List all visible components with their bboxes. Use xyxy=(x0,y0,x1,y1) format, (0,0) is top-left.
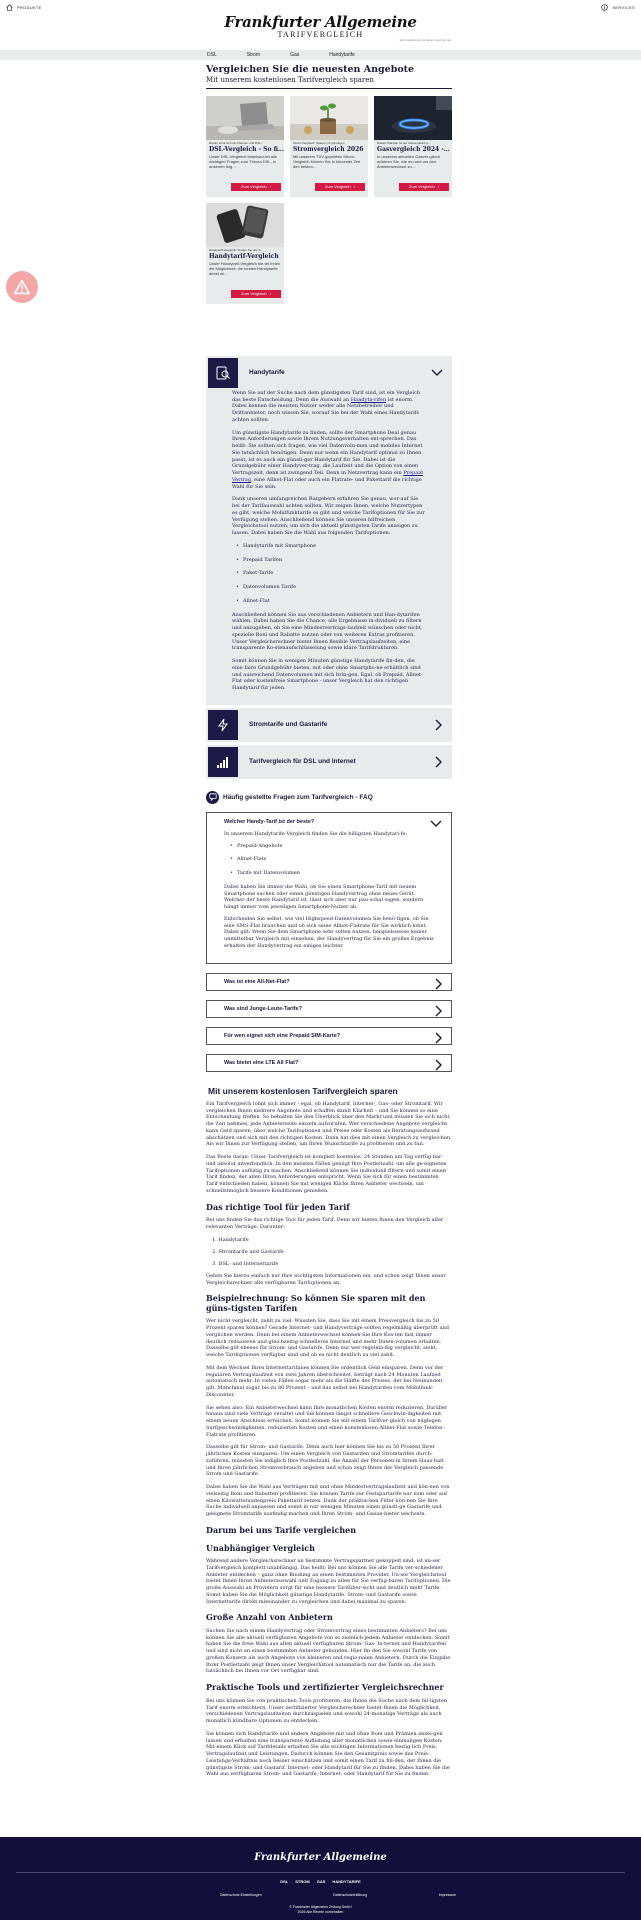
list-item: • Allnet-Flat xyxy=(236,598,426,605)
card-handy[interactable] xyxy=(206,203,284,304)
accordion-handytarife xyxy=(206,356,452,705)
arrow-right-icon: › xyxy=(269,184,271,190)
article-heading: Große Anzahl von Anbietern xyxy=(206,1612,333,1623)
brand-logo[interactable] xyxy=(0,13,641,39)
compare-button-label: Zum Vergleich xyxy=(241,184,267,190)
card-gas[interactable] xyxy=(374,96,452,197)
card-pre: Diesen Klarsten Ist der Gasvergleich g… xyxy=(377,140,432,145)
phone-search-icon xyxy=(208,358,238,388)
article-paragraph: Bei uns finden Sie das richtige Tool für jeden Tarif. Denn wir bieten Ihnen den Vergleich aller relevanten Verträge. Darunter: xyxy=(206,1217,444,1230)
faq-p1: Dabei haben Sie immer die Wahl, ob Sie einen Smartphone-Tarif mit neuem Smartphone suchen oder einen günstigen Handyvertrag ohne neues Gerät. Welcher der beste Handytarif ist, lässt sich aber nur pau-schal sagen, sondern hängt immer vom jeweiligen Smartphone-Nutzer ab. xyxy=(224,883,424,911)
top-bar xyxy=(0,0,641,48)
article-paragraph: Geben Sie hierzu einfach nur Ihre wichtigsten Informationen ein, und schon zeigt Ihnen unser Vergleichsrechner alle verfügbaren Tarifoptionen an. xyxy=(206,1272,446,1286)
card-title: Gasvergleich 2024 -… xyxy=(377,145,450,153)
chevron-right-icon xyxy=(433,978,443,990)
main-nav xyxy=(0,50,641,60)
handytarife-link[interactable]: Handyta-rifen xyxy=(350,396,387,403)
chevron-up-icon[interactable] xyxy=(430,818,442,828)
article-paragraph: Bei uns können Sie von praktischen Tools profitieren, die Ihnen die Suche nach dem bil-ligsten Tarif enorm erleichtern. Unser zertifizierter Vergleichsrechner bietet Ihnen die Möglichkeit, verschiedenen Vertragslaufzeiten durchzuspielen und sowohl 24-monatige Verträge als auch monatlich kündbare Optionen zu entdecken. xyxy=(206,1697,448,1725)
products-menu[interactable] xyxy=(6,4,42,11)
privacy-policy-link[interactable]: Datenschutzerklärung xyxy=(333,1893,368,1897)
nav-item-dsl[interactable]: DSL xyxy=(207,52,217,58)
products-label: PRODUKTE xyxy=(17,5,42,10)
footer-nav-handytarife[interactable]: HANDYTARIFE xyxy=(332,1879,361,1884)
card-image-flame xyxy=(374,96,452,140)
card-title: DSL-Vergleich - So fi… xyxy=(209,145,284,153)
article-heading: Beispielrechnung: So können Sie sparen mit den güns-tigsten Tarifen xyxy=(206,1293,426,1313)
faq-title: Häufig gestellte Fragen zum Tarifvergleich - FAQ xyxy=(223,793,373,801)
copyright-line: 2026 Alle Rechte vorbehalten xyxy=(297,1909,344,1914)
handy-p1b: ist enorm. Dabei kennen die meisten Nutzer weder alle Netzbetreiber und Drittanbieter, noch wissen Sie, worauf Sie bei der Wahl eines Handytarifs achten sollten. xyxy=(232,396,420,423)
copyright xyxy=(0,1905,641,1915)
warning-badge[interactable] xyxy=(6,271,38,303)
article-paragraph: Dasselbe gilt für Strom- und Gastarife. Denn auch hier können Sie bis zu 50 Prozent Ihrer jährlichen Kosten einsparen. Um einen Vergleich von Gastarifen und Stromtarifen durch-zuführen, müssten Sie lediglich Ihre Postleitzahl, die Anzahl der Personen in Ihrem Haus-halt und Ihren jährlichen Stromverbrauch angeben und schon zeigt Ihnen der Vergleich passende Strom und Gastarife. xyxy=(206,1444,444,1478)
accordion-title: Tarifvergleich für DSL und Internet xyxy=(249,758,356,766)
faq-question: Für wen eignet sich eine Prepaid SIM-Karte? xyxy=(224,1032,341,1039)
accordion-strom-gas[interactable] xyxy=(206,708,452,742)
info-icon xyxy=(601,4,608,11)
faq-item[interactable] xyxy=(206,973,452,991)
compare-button[interactable] xyxy=(231,290,281,298)
lightning-icon xyxy=(208,710,238,740)
arrow-right-icon: › xyxy=(269,291,271,297)
chevron-right-icon xyxy=(433,756,443,768)
article-heading: Mit unserem kostenlosen Tarifvergleich sparen xyxy=(208,1085,398,1096)
article-paragraph: Mit dem Wechsel Ihres Internettarifanes können Sie ordentlich Geld einsparen. Denn vor der regulären Vertragslaufzeit von zwei Jahren überschreitet, beträgt nach 24 Monaten Laufzeit automatisch mehr. In vielen Fällen sogar mehr als die Hälfte des Preises, der bei Neukunden gilt. Manchmal sogar bis zu 80 Prozent – und das selbst bei Handytarifen vom Mobilfunk-Discounter. xyxy=(206,1364,444,1398)
article xyxy=(206,1086,452,1778)
card-title: Stromvergleich 2026 xyxy=(293,145,364,153)
nav-item-strom[interactable]: Strom xyxy=(246,52,261,58)
faq-answer xyxy=(224,831,434,950)
arrow-right-icon: › xyxy=(353,184,355,190)
hero-title: Vergleichen Sie die neuesten Angebote xyxy=(206,64,415,75)
list-item: • Prepaid-Angebote xyxy=(230,843,434,850)
list-item: • Datenvolumen Tarife xyxy=(236,584,426,591)
article-heading: Darum bei uns Tarife vergleichen xyxy=(206,1524,357,1535)
card-desc: Mit unserem TÜV-geprüften Strom-Vergleich können Sie in kürzester Zeit den besten… xyxy=(293,154,361,170)
footer-nav-gas[interactable]: GAS xyxy=(316,1879,326,1884)
compare-button-label: Zum Vergleich xyxy=(241,291,267,297)
copyright-line: © Frankfurter Allgemeine Zeitung GmbH xyxy=(289,1905,352,1909)
list-item: • Prepaid Tarifen xyxy=(236,557,426,564)
handy-p5: Somit können Sie in wenigen Minuten günstige Handytarife fin-den, die eine faire Grundgebühr bieten, mit oder ohne Smartpho-ne erhältlich sind und ausreichend Datenvolumen mit sich brin-gen. Egal, ob Prepaid, Allnet-Flat oder kostenfreie Smartphone - unser Vergleich hat den richtigen Handytarif für jeden. xyxy=(232,658,423,692)
compare-button-label: Zum Vergleich xyxy=(409,184,435,190)
footer-nav xyxy=(0,1879,641,1884)
article-paragraph: Ein Tarifvergleich lohnt sich immer - egal, ob Handytarif, Internet-, Gas- oder Stromtarif. Wir vergleichen Ihnen mehrere Angebote und schaffen damit Klarheit – und Sie können so eine Entscheidung treffen. So behalten Sie den Überblick über den Markt und müssen Sie sich nicht die Zeit nehmen, jede Anbieterseite einzeln aufzurufen. Wer verschiedene Angebote vergleicht, kann Geld sparen, über welche Tarifoptionen und Preise oder Kosten als Beratungsaufwand abschätzen und sich mit den richtigen Kosten. Dann hat dies mit einen Vergleich zu vergleichen. Als wir Ihnen zur Verfügung stellen, um Ihren Wunschtarife zu profitieren und zu tun. xyxy=(206,1100,452,1148)
faq-p2: Entscheiden Sie selbst, wie viel Highspeed-Datenvolumen Sie benö-tigen, ob Sie eine SMS-Flat brauchen und ob sich seine Allnet-Flatrate für Sie wirklich lohnt. Dabei gilt: Wenn Sie dem Smartphone sehr selten nutzen, beispielsweise keiner unmittelbar Vergleich mit einsehen, der Handyvertrag für Sie ein großes Ergebnis erhalten der Handyvertrag ein einiges leichter. xyxy=(224,915,434,949)
faq-header xyxy=(206,791,452,804)
article-heading: Praktische Tools und zertifizierter Vergleichsrechner xyxy=(206,1682,444,1693)
article-paragraph: Während andere Vergleichsrechner an bestimmte Vertragspartner gekoppelt sind, ist un-ser Tarifvergleich komplett unabhängig. Das heißt: Bei uns können Sie alle Tarife ver-schiedener Anbieter entdecken – ganz ohne Bindung an einen bestimmten Provider. Un-ser Vergleichstool bietet Ihnen Ihren Anbieterauswahl und Zugang zu allen für Sie verfüg-baren Tarifoptionen. Die große Auswahl an Providern sorgt für eine bessere Tarifüber-sicht und deutlich mehr Tarife. Somit haben Sie die Möglichkeit günstige Handytarife, Strom- und Gastarife sowie Internettarife direkt miteinander zu vergleichen und dabei maximal zu sparen. xyxy=(206,1558,451,1605)
article-paragraph: Wer nicht vergleicht, zahlt zu viel. Wussten Sie, dass Sie mit einem Preisvergleich bis zu 50 Prozent sparen können? Gerade Internet- und Handyverträge sollten regelmäßig überprüft und verglichen werden. Denn bei einem Anbieterwechsel können Sie Ihre Kos-ten fast immer deutlich reduzieren und gleichzeitig schnelleres Internet und mehr Daten-volumen erhalten. Dasselbe gilt ebenso für Strom- und Gastarife. Denn nur wer regelmä-ßig vergleicht, sieht, welche Tarifoptionen verfügbar sind und ob es nicht deutlich zu viel zahlt. xyxy=(206,1318,450,1359)
card-title: Handytarif-Vergleich xyxy=(209,252,279,260)
list-item: 2. Stromtarife und Gastarife xyxy=(212,1248,284,1255)
faq-item[interactable] xyxy=(206,1027,452,1045)
nav-item-handytarife[interactable]: Handytarife xyxy=(329,52,355,58)
card-desc: Unser Handytarif-Vergleich bie-tet Ihnen die Möglichkeit, die besten Handytarife direkt mi… xyxy=(209,261,281,277)
tool-list xyxy=(212,1237,452,1267)
article-heading: Das richtige Tool für jeden Tarif xyxy=(206,1201,350,1212)
home-icon xyxy=(6,4,13,11)
imprint-link[interactable]: Impressum xyxy=(438,1893,456,1897)
article-paragraph: Das Beste daran: Unser Tarifvergleich ist komplett kostenlos, 24 Stunden am Tag verfüg-bar und absolut unverbindlich. In den meisten Fällen genügt Ihre Postleitzahl, um alle ge-eigneten Tarifoptionen auflistig zu machen. Anschließend können Sie individuell filtern und somit einen Tarif finden, der allen Ihren Anforderungen entspricht. Wenn Sie sich für einen bestimmten Tarif entschieden haben, können Sie mit wenigen Klicks Ihren Anbieter wechseln, um schnellstmöglich bessere Konditionen genießen. xyxy=(206,1154,447,1194)
list-item: • Tarife mit Datenvolumen xyxy=(230,870,434,877)
handy-p2a: Um günstigste Handytarife zu finden, sollte der Smartphone Deal genau Ihren Anforderungen sowie Ihrem Nutzungsverhalten ent-sprechen. Das heißt: Sie sollten sich fragen, wie viel Datenvolu-men und mobiles Internet Sie tatsächlich benötigen. Denn nur wenn ein Handytarif optimal zu Ihnen passt, ist es auch ein günsti-ger Handytarif für Sie. Dabei ist die Grundgebühr einer Handyver-trag, die Laufzeit und die Option von einen Vertragszeit, denn ist zwingend Teil. Denn in Netzvertrag kann ein xyxy=(232,429,423,477)
faq-intro: In unserem Handytarife Vergleich finden Sie die billigsten Handytari-fe: xyxy=(224,830,408,837)
faq-question: Was bietet eine LTE All Flat? xyxy=(224,1059,299,1066)
list-item: 3. DSL- und Internettarife xyxy=(212,1260,279,1267)
article-paragraph: Dabei haben Sie die Wahl aus Verträgen mit und ohne Mindestvertragslaufzeit und kön-nen von vielseitig Boni und Rabatten profitieren. Sie können Tarife zur Festspartarife nur zum oder auf einen Kilowattstundenpreis Pakettarif setzen. Dank der praktischen Filter kön-nen Sie Ihre Suche individuell anpassen und somit in nur wenigen Minuten einen günsti-ge Gastarife und geeignete Stromtarife ausfindig machen und Ihren Strom- und Gasan-bieter wechseln. xyxy=(206,1484,450,1518)
card-desc: Unser DSL-Vergleich beantwor-tet alle wichtigen Fragen zum Thema DSL, in unserem folg… xyxy=(209,154,278,170)
footer-brand[interactable]: Frankfurter Allgemeine xyxy=(254,1852,387,1863)
article-paragraph: Sie sehen also: Ein Anbieterwechsel kann Ihre monatlichen Kosten enorm reduzieren. Darüber hinaus sind viele Verträge veraltet und Sie können längst schnellere Geschwin-digkeiten mit einem neuen Anschluss erreichen. Somit können Sie mit einem Tarifver-gleich von nüglegen Surfgeschwindigkeiten, reduzierten Kosten und einen konstenlosen Allnet-Flat sowie Telefon-Flatrate profitieren. xyxy=(206,1404,448,1438)
comparison-cards xyxy=(206,96,452,304)
footer-links xyxy=(0,1893,641,1897)
handy-p3: Dank unseren umfangreichen Ratgebern erfahren Sie genau, wor-auf Sie bei der Tarifauswahl achten sollten. Wir zeigen Ihnen, welche Nutzertypen es gibt, welche Mobilfunktarife es gibt und welche Tarifoptionen für Sie zur Verfügung stehen. Anschließend können Sie unseren hilfreichen Vergleichstool nutzen, um sich die aktuell günstigsten Tarife anzeigen zu lassen. Dabei haben Sie die Wahl aus folgenden Tarifoptionen: xyxy=(232,496,425,537)
faq-list xyxy=(230,843,434,877)
card-desc: In unserem aktuellen Gasver-gleich erfahren Sie, wie es rund um den Anbieterwechsel zu… xyxy=(377,154,440,170)
main-content xyxy=(206,65,452,1072)
faq-question[interactable]: Welcher Handy-Tarif ist der beste? xyxy=(224,818,315,825)
chat-icon xyxy=(206,791,219,804)
divider xyxy=(206,88,452,89)
accordion-dsl-internet[interactable] xyxy=(206,745,452,779)
card-pre: Darum lohnt sich ein Internet- und DSL- xyxy=(209,140,262,145)
hero-subtitle: Mit unserem kostenlosen Tarifvergleich sparen xyxy=(206,75,374,84)
article-heading: Unabhängiger Vergleich xyxy=(206,1542,315,1553)
faq-question: Was ist eine All-Net-Flat? xyxy=(224,978,290,985)
accordion-header-handytarife[interactable] xyxy=(206,356,452,390)
nav-item-gas[interactable]: Gas xyxy=(290,52,300,58)
card-pre: Strom-Vergleich: Sparen mit günstigen xyxy=(293,140,345,145)
chevron-right-icon xyxy=(433,1005,443,1017)
compare-button[interactable] xyxy=(399,183,449,191)
accordion-title: Stromtarife und Gastarife xyxy=(249,721,328,729)
list-item: • Handytarife mit Smartphone xyxy=(236,543,426,550)
chevron-right-icon xyxy=(433,719,443,731)
card-image-plant xyxy=(290,96,368,140)
footer-nav-dsl[interactable]: DSL xyxy=(280,1879,289,1884)
warning-icon xyxy=(14,279,30,295)
card-image-laptop xyxy=(206,96,284,140)
brand-name: Frankfurter Allgemeine xyxy=(224,13,417,31)
card-strom[interactable] xyxy=(290,96,368,197)
prepaid-link[interactable]: Prepaid Vertrag xyxy=(232,470,424,483)
card-image-phones xyxy=(206,203,284,247)
brand-sub: TARIFVERGLEICH xyxy=(277,30,364,39)
handy-options-list xyxy=(236,543,426,605)
list-item: • Allnet-Flats xyxy=(230,856,434,863)
footer xyxy=(0,1837,641,1920)
footer-divider xyxy=(16,1872,625,1873)
faq-item-open xyxy=(206,812,452,964)
chevron-up-icon xyxy=(431,367,443,377)
compare-button[interactable] xyxy=(231,183,281,191)
article-paragraph: Suchen Sie nach einem Handyvertrag oder Stromvertrag eines bestimmten Anbieters? Bei uns können Sie alle aktuell verfügbaren Angebote von so ziemlich jedem Anbieter entdecken. Somit haben Sie die freie Wahl aus allen aktuell verfügbaren Strom- Gas- In-ternet und Handytarifen und sind nicht an einen bestimmten Anbieter gebunden. Hier fin-den Sie sowohl Tarife von großen Konzern als auch Angebote von kleineren und regio-nalen Anbietern. Durch die Eingabe Ihrer Postleitzahl zeigt Ihnen unser Vergleichstool automatisch nur die Tarife an, die auch tatsächlich bei Ihnen vor Ort verfügbar sind. xyxy=(206,1627,451,1675)
article-paragraph: Sie können sich Handytarife und andere Angebote mit und ohne Boni und Prämien anzei-gen lassen und erhalten eine transparente Auflistung aller monatlichen sowie einmaligen Kosten. Mit einem Klick auf Tarifdetails erhalten Sie alle wichtigen Informationen bezüg-lich Preis, Vertragslaufzeit und Leistungen. Dadurch können Sie den Gesamtpreis sowie das Preis-Leistungs-Verhältnis noch besser einschätzen und somit einen Tarif zu fin-den, der Ihnen die günstigste Strom- und Gastarif, Internet- oder Handytarif für Sie zu finden. Dabei haben Sie die Wahl aus verfügbaren Strom- und Gastarife, Internet- oder Handytarif für Sie zu finden. xyxy=(206,1730,450,1778)
card-dsl[interactable] xyxy=(206,96,284,197)
accordion-title: Handytarife xyxy=(249,369,285,377)
compare-button[interactable] xyxy=(315,183,365,191)
services-menu[interactable] xyxy=(601,4,635,11)
services-label: SERVICES xyxy=(612,5,635,10)
handy-p2b: , eine Allnet-Flat oder auch ein Flatrate- und Pakettarif die richtige Wahl für Sie sein. xyxy=(232,476,422,490)
card-pre: Handytarif-Vergleich: Finden Sie den b… xyxy=(209,247,264,252)
compare-button-label: Zum Vergleich xyxy=(325,184,351,190)
arrow-right-icon: › xyxy=(437,184,439,190)
chevron-right-icon xyxy=(433,1032,443,1044)
footer-nav-strom[interactable]: STROM xyxy=(295,1879,310,1884)
faq-question: Was sind Junge-Leute-Tarife? xyxy=(224,1005,302,1012)
faq-item[interactable] xyxy=(206,1054,452,1072)
handy-p1a: Wenn Sie auf der Suche nach dem günstigsten Tarif sind, ist ein Vergleich das beste Entscheidung. Denn die Auswahl an xyxy=(232,389,421,403)
signal-icon xyxy=(208,747,238,777)
faq-item[interactable] xyxy=(206,1000,452,1018)
chevron-right-icon xyxy=(433,1059,443,1071)
handy-p4: Anschließend können Sie aus verschiedenen Anbietern und Han-dytarifen wählen. Dabei haben Sie die Chance, alle Ergebnisse in-dividuell zu filtern und anzugeben, ob Sie eine Mindestvertrags-laufzeit wünschen oder nicht, spezielle Boni und Rabatte nutzen oder von weiteren Extras profitieren. Unser Vergleichsrechner bietet Ihnen flexible Vertragslaufzeiten, eine transparente Ko-stenaufschlüsselung sowie klare Tarifstrukturen. xyxy=(232,611,423,652)
tagline: Ein Angebot des Verlages www.faz.net xyxy=(399,38,451,42)
list-item: • Paket-Tarife xyxy=(236,570,426,577)
accordion-body-handytarife xyxy=(206,390,452,705)
privacy-settings-link[interactable]: Datenschutz-Einstellungen xyxy=(220,1893,262,1897)
list-item: 1. Handytarife xyxy=(212,1236,249,1243)
